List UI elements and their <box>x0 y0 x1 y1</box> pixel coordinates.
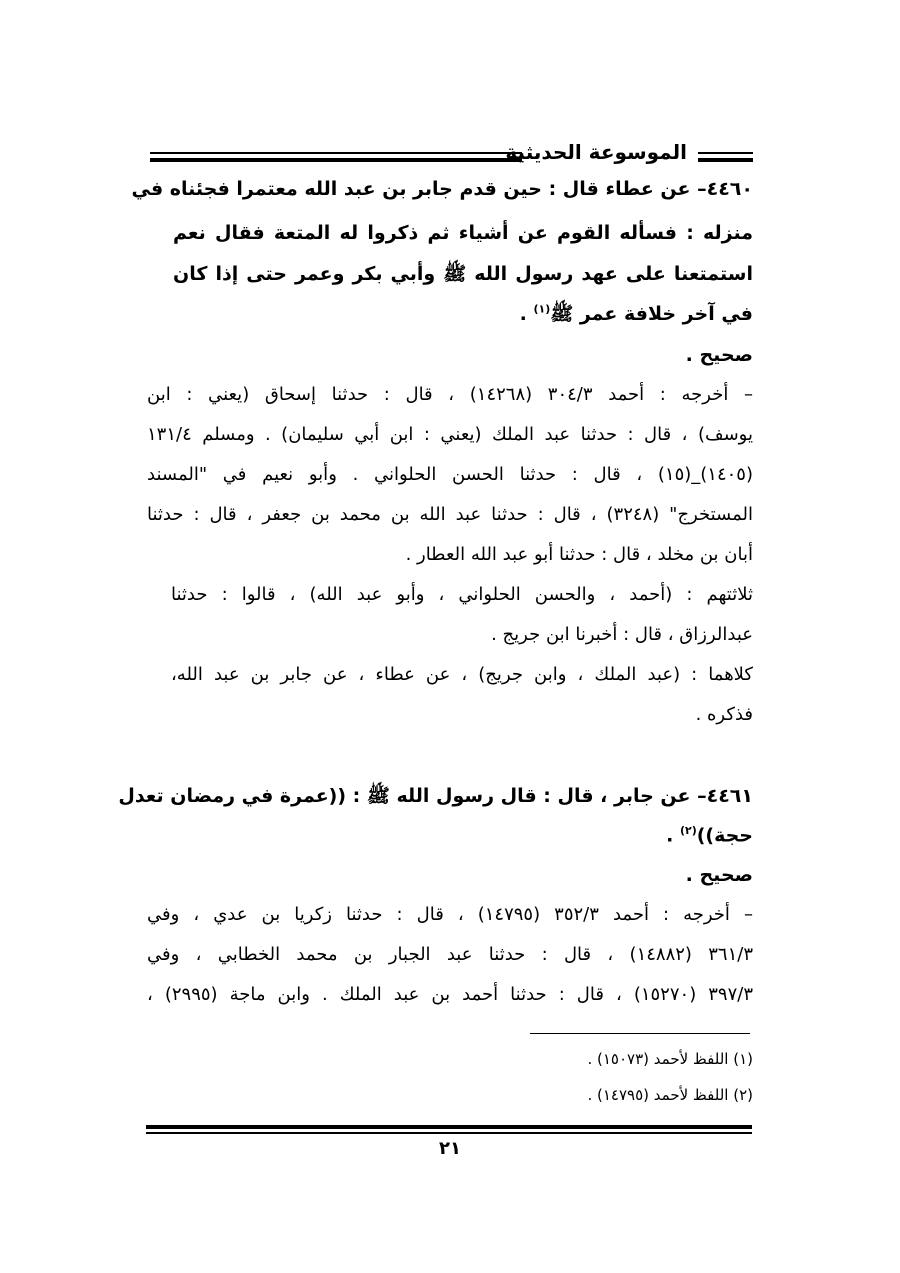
hadith-4460-line-3: استمتعنا على عهد رسول الله ﷺ وأبي بكر وعمر حتى إذا كان <box>173 263 753 285</box>
hadith-4460-line-4 <box>173 302 753 330</box>
header-rule-long <box>150 152 522 162</box>
footer-rule <box>146 1125 752 1134</box>
footnote-separator <box>530 1033 750 1034</box>
grade-sahih-2: صحيح . <box>685 864 753 886</box>
takhrij-2-line-1: – أخرجه : أحمد ٣٥٢/٣ (١٤٧٩٥) ، قال : حدثنا زكريا بن عدي ، وفي <box>147 904 753 925</box>
header-rule-short <box>698 152 753 162</box>
takhrij-2-line-3: ٣٩٧/٣ (١٥٢٧٠) ، قال : حدثنا أحمد بن عبد الملك . وابن ماجة (٢٩٩٥) ، <box>147 984 753 1005</box>
hadith-4460-text-end: في آخر خلافة عمر ﷺ <box>550 303 753 325</box>
hadith-4461-line-2 <box>173 824 753 846</box>
takhrij-1-line-5: أبان بن مخلد ، قال : حدثنا أبو عبد الله العطار . <box>405 544 753 565</box>
kilahuma-line-1: كلاهما : (عبد الملك ، وابن جريج) ، عن عطاء ، عن جابر بن عبد الله، <box>171 664 753 685</box>
hadith-4460-period: . <box>519 303 534 325</box>
hadith-4460-line-2: منزله : فسأله القوم عن أشياء ثم ذكروا له المتعة فقال نعم <box>173 222 753 244</box>
takhrij-1-line-3: (١٤٠٥)_(١٥) ، قال : حدثنا الحسن الحلواني . وأبو نعيم في "المسند <box>147 464 753 485</box>
hadith-4461-line-1: ٤٤٦١– عن جابر ، قال : قال رسول الله ﷺ : ((عمرة في رمضان تعدل <box>118 785 753 807</box>
takhrij-1-line-4: المستخرج" (٣٢٤٨) ، قال : حدثنا عبد الله بن محمد بن جعفر ، قال : حدثنا <box>147 504 754 525</box>
hadith-4461-period: . <box>666 824 680 847</box>
takhrij-1-line-2: يوسف) ، قال : حدثنا عبد الملك (يعني : ابن أبي سليمان) . ومسلم ١٣١/٤ <box>147 424 753 445</box>
grade-sahih-1: صحيح . <box>685 344 753 366</box>
takhrij-1-line-1: – أخرجه : أحمد ٣٠٤/٣ (١٤٢٦٨) ، قال : حدثنا إسحاق (يعني : ابن <box>147 384 753 405</box>
header-title: الموسوعة الحديثية <box>505 140 687 164</box>
footnote-1: (١) اللفظ لأحمد (١٥٠٧٣) . <box>587 1050 753 1068</box>
hadith-4460-line-1: ٤٤٦٠– عن عطاء قال : حين قدم جابر بن عبد الله معتمرا فجئناه في <box>131 178 753 200</box>
thalathatuhum-line-2: عبدالرزاق ، قال : أخبرنا ابن جريج . <box>491 624 753 645</box>
footnote-marker-2: (٢) <box>679 824 697 837</box>
takhrij-2-line-2: ٣٦١/٣ (١٤٨٨٢) ، قال : حدثنا عبد الجبار بن محمد الخطابي ، وفي <box>147 944 754 965</box>
kilahuma-line-2: فذكره . <box>695 704 753 725</box>
thalathatuhum-line-1: ثلاثتهم : (أحمد ، والحسن الحلواني ، وأبو عبد الله) ، قالوا : حدثنا <box>171 584 753 605</box>
hadith-4461-text-end: حجة)) <box>696 824 753 847</box>
footnote-2: (٢) اللفظ لأحمد (١٤٧٩٥) . <box>587 1086 753 1104</box>
footnote-marker-1: (١) <box>533 302 551 316</box>
running-header <box>150 140 753 170</box>
page-number: ٢١ <box>439 1138 461 1159</box>
